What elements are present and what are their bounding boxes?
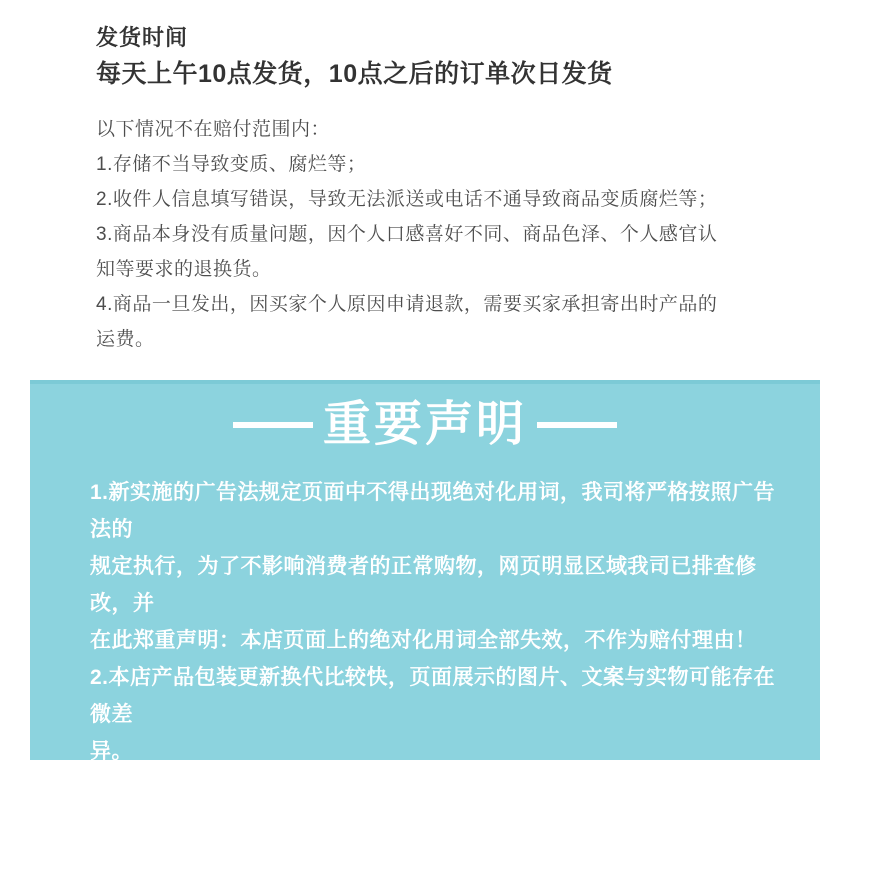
statement-line-1b: 规定执行，为了不影响消费者的正常购物，网页明显区域我司已排查修改，并 [90,555,757,615]
important-statement-section [30,380,820,874]
shipping-section [0,0,880,357]
compensation-policy-list [96,112,840,357]
policy-line-4b: 运费。 [96,329,155,350]
heading-dash-right [537,422,617,428]
statement-line-2: 2.本店产品包装更新换代比较快，页面展示的图片、文案与实物可能存在微差 [90,666,776,726]
shipping-title: 发货时间 [96,25,189,50]
statement-heading-row [30,400,820,450]
statement-line-1: 1.新实施的广告法规定页面中不得出现绝对化用词，我司将严格按照广告法的 [90,481,776,541]
heading-dash-left [233,422,313,428]
policy-line-1: 1.存储不当导致变质、腐烂等； [96,154,367,175]
statement-heading: 重要声明 [322,398,527,451]
policy-intro: 以下情况不在赔付范围内： [96,119,331,140]
policy-line-3b: 知等要求的退换货。 [96,259,272,280]
policy-line-2: 2.收件人信息填写错误，导致无法派送或电话不通导致商品变质腐烂等； [96,189,718,210]
statement-line-3b: 气的现象，但并不影响食用。介意的亲可以拍非真空包装哦。 [90,851,671,874]
statement-line-1c: 在此郑重声明：本店页面上的绝对化用词全部失效，不作为赔付理由！ [90,629,757,652]
statement-line-3: 3.真空包装纸箱发货，在运输的过程中可能会收到碰撞摩擦 ，产生松散或者漏 [90,777,782,837]
statement-line-2b: 异。 [90,740,133,763]
statement-body [30,474,820,881]
shipping-subtitle: 每天上午10点发货，10点之后的订单次日发货 [96,60,613,88]
policy-line-4: 4.商品一旦发出，因买家个人原因申请退款，需要买家承担寄出时产品的 [96,294,718,315]
policy-line-3: 3.商品本身没有质量问题，因个人口感喜好不同、商品色泽、个人感官认 [96,224,718,245]
